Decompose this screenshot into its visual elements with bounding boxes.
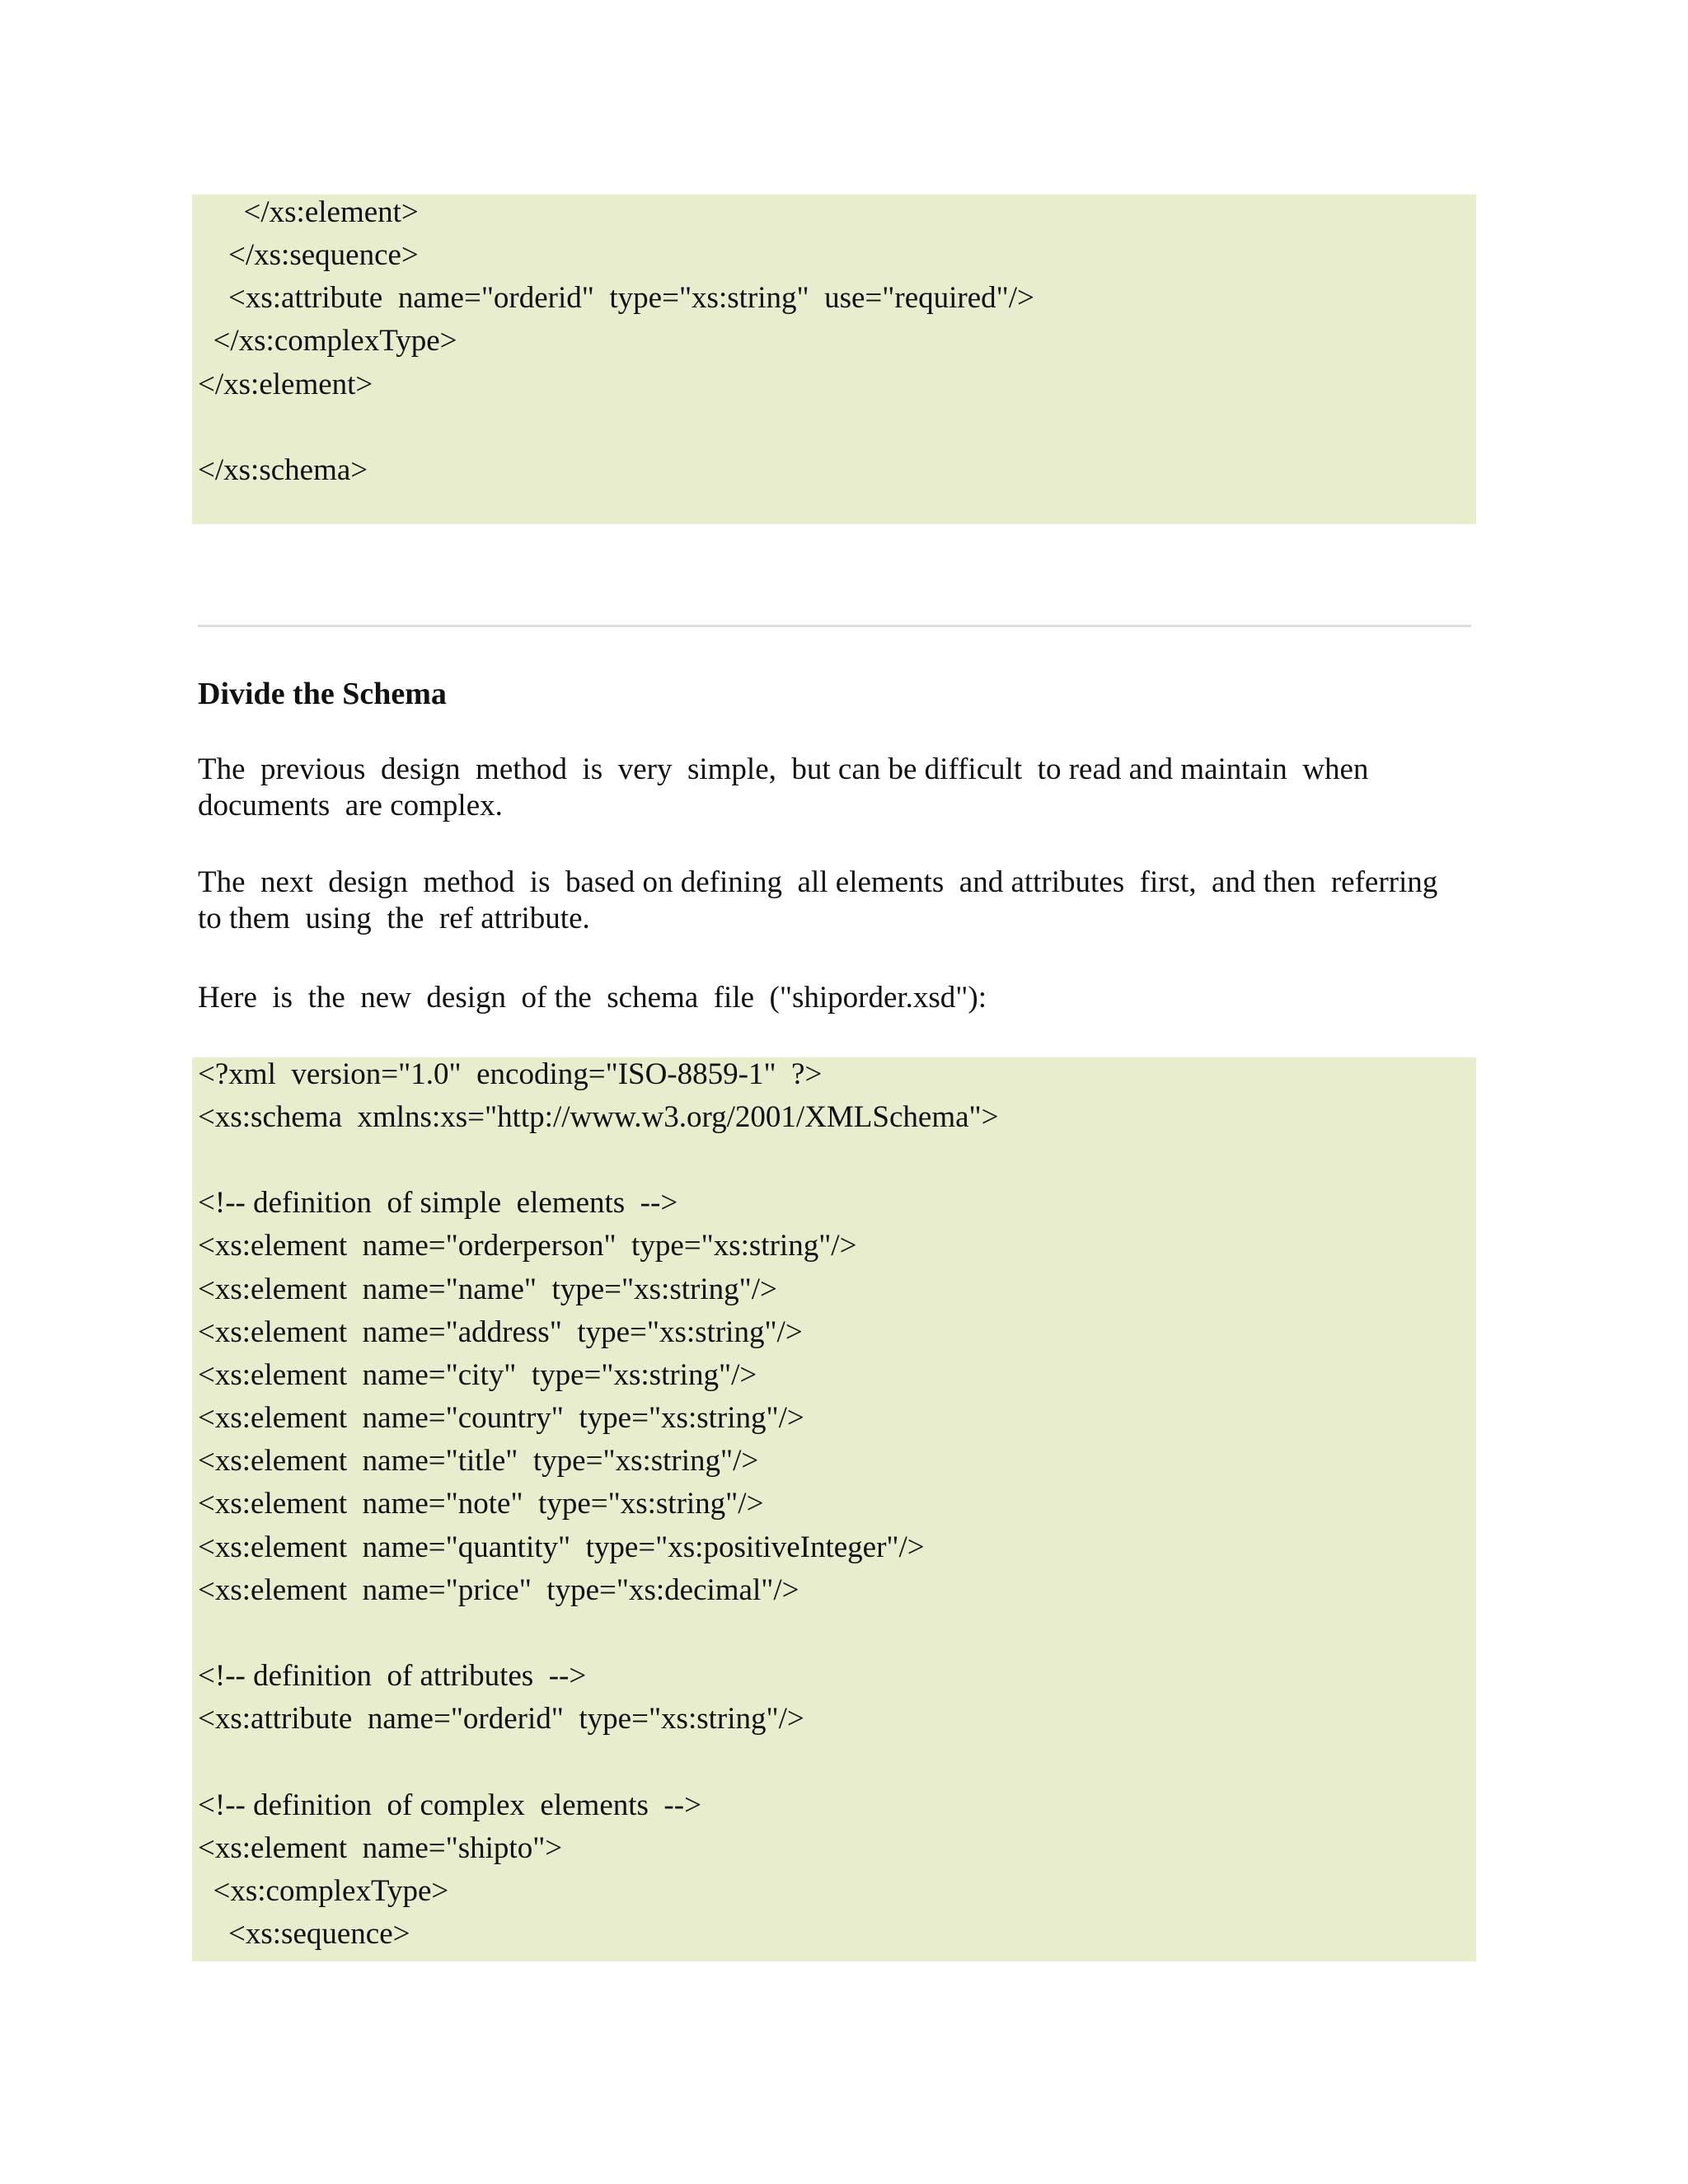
code-line: </xs:sequence> (198, 238, 419, 272)
code-line: <!-- definition of simple elements --> (198, 1186, 678, 1220)
code-line: </xs:element> (198, 195, 419, 229)
code-line: <!-- definition of complex elements --> (198, 1788, 701, 1822)
code-line: <xs:complexType> (198, 1874, 449, 1908)
code-line: <!-- definition of attributes --> (198, 1659, 587, 1693)
code-line: </xs:complexType> (198, 324, 457, 358)
code-line: <xs:element name="address" type="xs:string"/> (198, 1315, 803, 1349)
paragraph-line: to them using the ref attribute. (198, 902, 590, 935)
code-line: <?xml version="1.0" encoding="ISO-8859-1" ?> (198, 1057, 823, 1091)
code-line: </xs:schema> (198, 453, 368, 487)
code-line: <xs:sequence> (198, 1917, 410, 1951)
code-line: <xs:attribute name="orderid" type="xs:string" use="required"/> (198, 281, 1034, 315)
code-line: </xs:element> (198, 368, 373, 401)
code-line: <xs:element name="price" type="xs:decimal"/> (198, 1573, 799, 1607)
code-line: <xs:element name="name" type="xs:string"/> (198, 1272, 777, 1306)
code-block-schema-end (192, 194, 1476, 524)
section-divider (198, 625, 1471, 627)
code-block-new-schema (192, 1057, 1476, 1961)
code-line: <xs:element name="quantity" type="xs:positiveInteger"/> (198, 1530, 925, 1564)
code-line: <xs:element name="country" type="xs:string"/> (198, 1401, 804, 1435)
code-line: <xs:element name="note" type="xs:string"/> (198, 1487, 764, 1521)
code-line: <xs:element name="shipto"> (198, 1831, 563, 1865)
code-line: <xs:attribute name="orderid" type="xs:string"/> (198, 1702, 804, 1736)
code-line: <xs:element name="orderperson" type="xs:string"/> (198, 1229, 857, 1263)
code-line: <xs:element name="city" type="xs:string"/> (198, 1358, 757, 1392)
section-heading: Divide the Schema (198, 677, 447, 711)
code-line: <xs:element name="title" type="xs:string"/> (198, 1444, 759, 1478)
paragraph-line: documents are complex. (198, 789, 503, 823)
code-line: <xs:schema xmlns:xs="http://www.w3.org/2001/XMLSchema"> (198, 1100, 999, 1134)
paragraph-line: The next design method is based on defining all elements and attributes first, and then referring (198, 865, 1438, 899)
paragraph-line: Here is the new design of the schema file ("shiporder.xsd"): (198, 981, 987, 1015)
paragraph-line: The previous design method is very simple, but can be difficult to read and maintain when (198, 752, 1369, 786)
